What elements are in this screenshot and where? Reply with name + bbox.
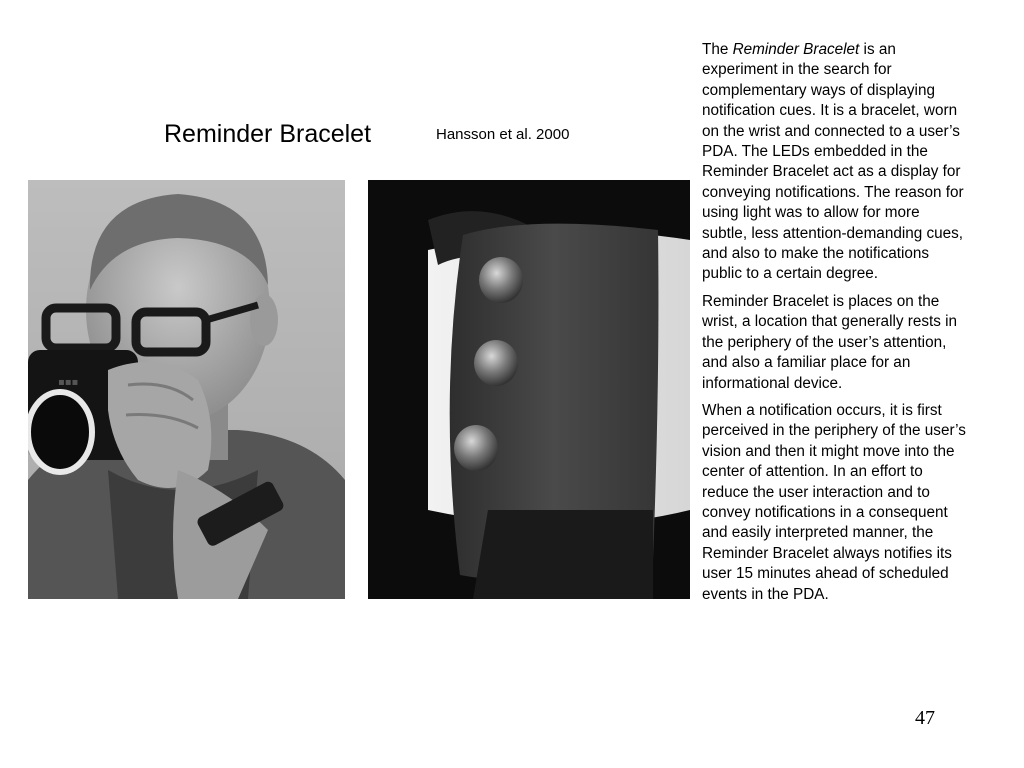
intro-lead: The bbox=[702, 41, 733, 58]
intro-rest: is an experiment in the search for complementary ways of displaying notification cues. It is a bracelet, worn on the wrist and connected to a user’s PDA. The LEDs embedded in the Reminder Bracelet act as a display for conveying notifications. The reason for using light was to allow for more subtle, less attention-demanding cues, and also to make the notifications public to a certain degree. bbox=[702, 41, 964, 283]
bracelet-illustration bbox=[368, 180, 690, 599]
svg-text:▪▪▪: ▪▪▪ bbox=[58, 377, 79, 388]
intro-emphasis: Reminder Bracelet bbox=[732, 41, 860, 58]
bracelet-photo bbox=[368, 180, 690, 599]
paragraph-notification: When a notification occurs, it is first perceived in the periphery of the user’s vision and then it might move into the center of attention. In an effort to reduce the user interaction and to convey notifications in a consequent and easily interpreted manner, the Reminder Bracelet always notifies its user 15 minutes ahead of scheduled events in the PDA. bbox=[702, 401, 966, 603]
page-number: 47 bbox=[915, 707, 935, 729]
paragraph-placement: Reminder Bracelet is places on the wrist, a location that generally rests in the periphery of the user’s attention, and also a familiar place for an informational device. bbox=[702, 292, 958, 392]
person-photo bbox=[28, 180, 345, 599]
person-illustration bbox=[28, 180, 345, 599]
description-text bbox=[702, 40, 967, 612]
slide-title: Reminder Bracelet bbox=[164, 120, 372, 148]
citation: Hansson et al. 2000 bbox=[436, 126, 570, 143]
paragraph-intro bbox=[702, 40, 967, 285]
